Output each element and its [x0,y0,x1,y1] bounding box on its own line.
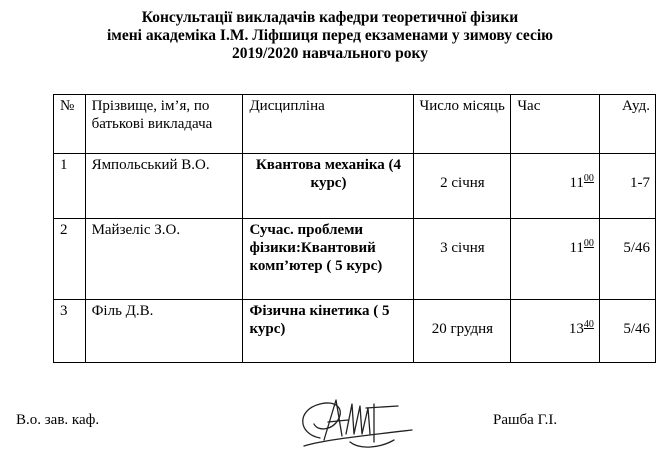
row-time [511,154,600,219]
table-row [54,219,656,300]
row-room: 5/46 [599,219,655,300]
row-name: Майзеліс З.О. [85,219,243,300]
header-time: Час [511,95,600,154]
table-header-row [54,95,656,154]
row-minutes: 00 [583,238,594,249]
table-row [54,154,656,219]
row-room: 1-7 [599,154,655,219]
consultation-table [53,94,656,363]
row-minutes: 40 [583,319,594,330]
title-line-3: 2019/2020 навчального року [232,45,428,62]
header-num: № [54,95,86,154]
row-time [511,300,600,363]
row-hour: 11 [569,175,584,191]
row-room: 5/46 [599,300,655,363]
header-name: Прізвище, ім’я, по батькові викладача [85,95,243,154]
row-minutes: 00 [583,173,594,184]
row-date: 3 січня [413,219,511,300]
title-line-2: імені академіка І.М. Ліфшиця перед екзаменами у зимову сесію [106,27,554,44]
footer-position: В.о. зав. каф. [16,412,100,428]
row-date: 20 грудня [413,300,511,363]
signature-icon [290,390,420,458]
document-title [0,9,660,63]
row-hour: 13 [568,321,584,337]
footer-signer: Рашба Г.І. [493,412,558,428]
row-discipline: Квантова механіка (4 курс) [243,154,413,219]
row-time [511,219,600,300]
header-discipline: Дисципліна [243,95,413,154]
row-discipline: Фізична кінетика ( 5 курс) [243,300,413,363]
row-num: 3 [54,300,86,363]
row-hour: 11 [569,240,584,256]
row-num: 2 [54,219,86,300]
row-num: 1 [54,154,86,219]
header-date: Число місяць [413,95,511,154]
row-discipline: Сучас. проблеми фізики:Квантовий комп’ютер ( 5 курс) [243,219,413,300]
header-room: Ауд. [599,95,655,154]
title-line-1: Консультації викладачів кафедри теоретичної фізики [141,9,519,26]
row-name: Філь Д.В. [85,300,243,363]
row-name: Ямпольський В.О. [85,154,243,219]
table-row [54,300,656,363]
row-date: 2 січня [413,154,511,219]
